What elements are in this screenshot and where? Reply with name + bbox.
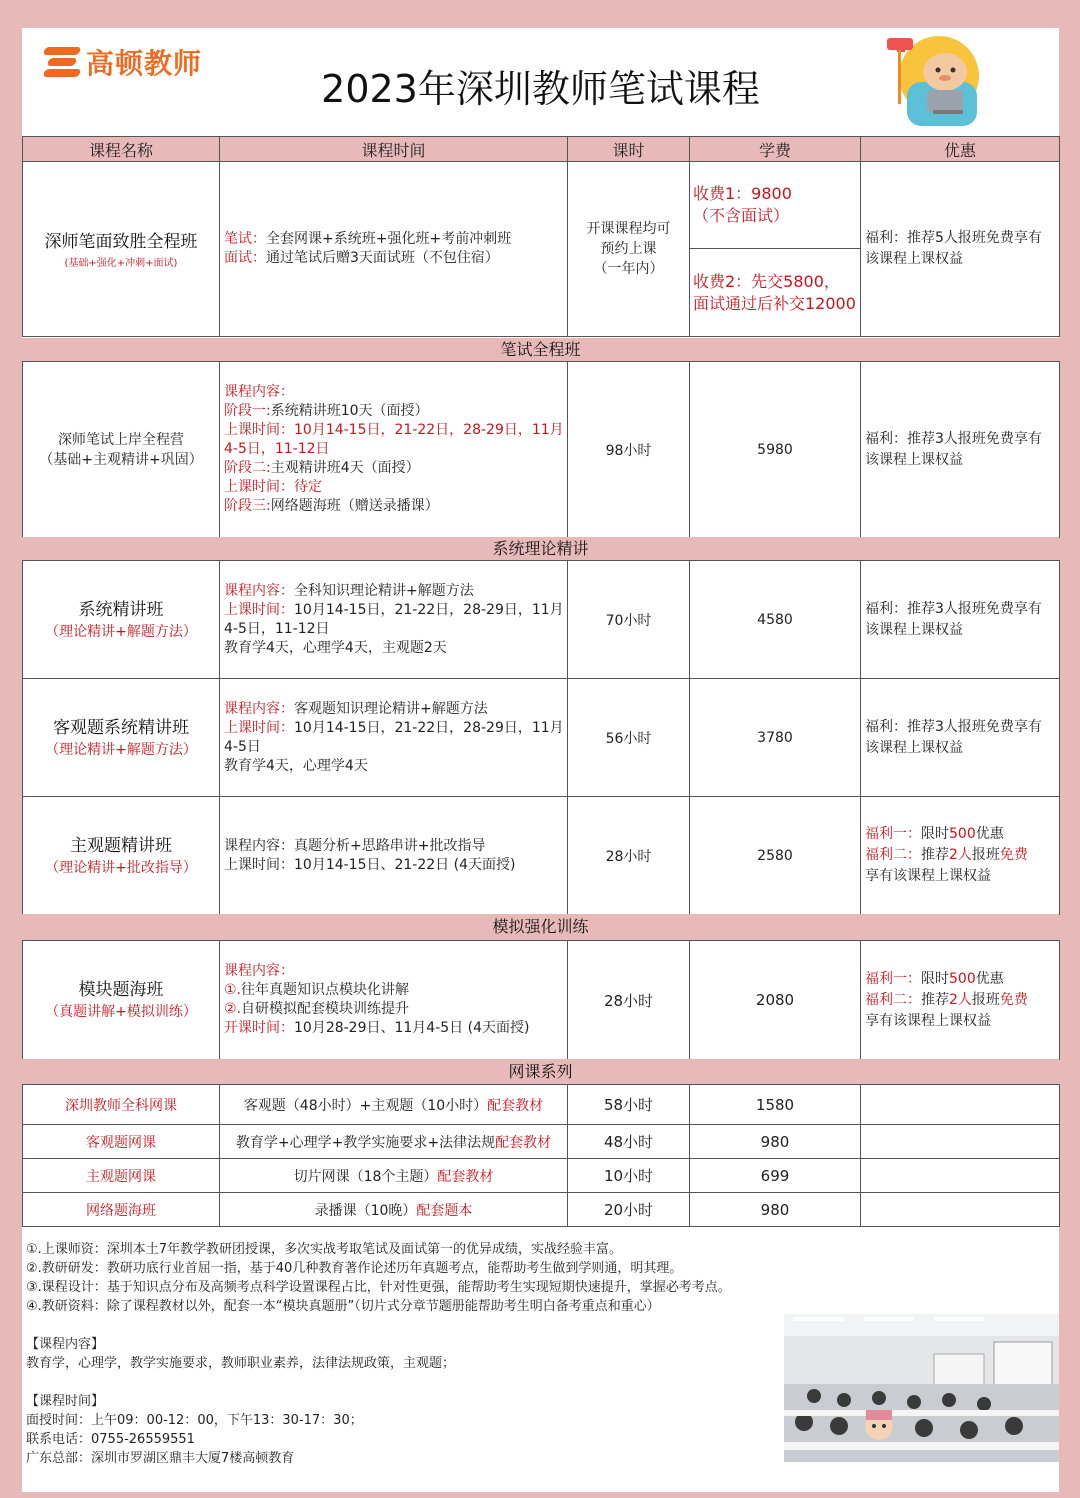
hours-cell: 98小时 — [568, 362, 690, 538]
discount-cell — [861, 1085, 1060, 1125]
discount-cell: 福利：推荐5人报班免费享有该课程上课权益 — [861, 162, 1060, 337]
course-name: 系统精讲班 — [78, 599, 164, 620]
discount-cell — [861, 797, 1060, 915]
course-name-cell — [23, 362, 220, 538]
online-course-desc: 客观题（48小时）+主观题（10小时） — [243, 1097, 488, 1114]
hours-cell: 48小时 — [568, 1125, 690, 1159]
discount-text: 免费 — [999, 847, 1028, 863]
time-label: 开课时间： — [224, 1020, 294, 1036]
time-text: 10月14-15日，21-22日，28-29日，11月4-5日 — [224, 719, 564, 755]
discount-label: 福利一： — [865, 970, 921, 987]
course-table — [22, 560, 1060, 915]
column-header: 课程时间 — [220, 137, 568, 162]
fee-cell — [690, 249, 861, 337]
online-course-tag: 配套教材 — [437, 1168, 494, 1185]
time-label: 上课时间： — [224, 719, 294, 736]
course-subtitle: （真题讲解+模拟训练） — [45, 1004, 197, 1020]
online-course-name: 深圳教师全科网课 — [23, 1085, 220, 1125]
mascot-illustration-icon — [867, 32, 992, 132]
time-text: 全套网课+系统班+强化班+考前冲刺班 — [266, 231, 512, 247]
discount-text: 报班 — [971, 847, 1000, 863]
section-header: 模拟强化训练 — [22, 914, 1059, 940]
fee-text: 面试通过后补交12000 — [693, 293, 856, 313]
notes-section — [22, 1240, 786, 1468]
course-subtitle: （基础+主观精讲+巩固） — [39, 451, 203, 468]
hours-cell: 10小时 — [568, 1159, 690, 1193]
time-label: 课程内容： — [224, 700, 294, 717]
note-line: ②.教研研发：教研功底行业首屈一指，基于40几种教育著作论述历年真题考点，能帮助考生做到学则通，明其理。 — [26, 1261, 683, 1276]
discount-cell — [861, 941, 1060, 1060]
course-time-cell — [220, 941, 568, 1060]
online-course-desc-cell — [220, 1125, 568, 1159]
discount-text: 限时 — [921, 826, 949, 842]
table-row — [23, 797, 1060, 915]
hours-cell: 28小时 — [568, 797, 690, 915]
online-course-desc: 教育学+心理学+教学实施要求+法律法规 — [235, 1134, 496, 1151]
online-course-desc: 录播课（10晚） — [314, 1202, 417, 1219]
time-text: 自研模拟配套模块训练提升 — [241, 1001, 410, 1017]
time-label: 课程内容： — [224, 384, 294, 400]
header — [22, 28, 1059, 136]
online-course-tag: 配套教材 — [487, 1097, 544, 1114]
fee-text: 收费1：9800 — [693, 184, 792, 203]
time-label: 课程内容： — [224, 963, 294, 979]
time-label: 阶段一: — [224, 403, 271, 419]
time-text: 面授时间：上午09：00-12：00，下午13：30-17：30； — [26, 1413, 363, 1428]
column-header: 课程名称 — [23, 137, 220, 162]
time-text: 教育学4天，心理学4天 — [224, 757, 368, 774]
main-course-table — [22, 136, 1060, 337]
time-text: 上课时间：待定 — [224, 479, 322, 495]
discount-label: 福利二： — [865, 991, 921, 1008]
time-label: 阶段三: — [224, 498, 271, 514]
phone-text: 联系电话：0755-26559551 — [26, 1432, 195, 1447]
discount-cell: 福利：推荐3人报班免费享有该课程上课权益 — [861, 679, 1060, 797]
logo-text: 高顿教师 — [86, 47, 203, 80]
course-name-cell — [23, 679, 220, 797]
time-label: 上课时间： — [224, 601, 294, 618]
discount-text: 优惠 — [975, 826, 1004, 842]
table-row — [23, 1159, 1060, 1193]
time-text: 上课时间：10月14-15日、21-22日 (4天面授) — [224, 856, 516, 873]
discount-cell — [861, 1159, 1060, 1193]
discount-text: 免费 — [999, 991, 1028, 1008]
table-row — [23, 1085, 1060, 1125]
column-header: 课时 — [568, 137, 690, 162]
discount-cell: 福利：推荐3人报班免费享有该课程上课权益 — [861, 362, 1060, 538]
discount-text: 500 — [949, 970, 976, 987]
course-name: 模块题海班 — [78, 980, 164, 1000]
time-text: 系统精讲班10天（面授） — [270, 403, 429, 419]
discount-text: 推荐 — [921, 991, 949, 1008]
course-time-cell — [220, 679, 568, 797]
fee-cell: 980 — [690, 1193, 861, 1227]
course-name: 客观题系统精讲班 — [53, 717, 189, 738]
table-row — [23, 1193, 1060, 1227]
fee-cell: 1580 — [690, 1085, 861, 1125]
hours-cell: 20小时 — [568, 1193, 690, 1227]
online-course-name: 主观题网课 — [23, 1159, 220, 1193]
table-row — [23, 941, 1060, 1060]
discount-text: 优惠 — [975, 970, 1004, 987]
course-subtitle: （理论精讲+批改指导） — [45, 859, 197, 876]
course-name-cell — [23, 561, 220, 679]
course-sheet — [22, 28, 1059, 1492]
online-course-tag: 配套题本 — [416, 1202, 473, 1219]
discount-text: 推荐 — [921, 847, 949, 863]
course-name-cell — [23, 162, 220, 337]
discount-text: 享有该课程上课权益 — [865, 1012, 991, 1029]
fee-cell: 3780 — [690, 679, 861, 797]
time-text: 全科知识理论精讲+解题方法 — [294, 582, 474, 599]
column-header-row — [23, 137, 1060, 162]
fee-cell: 2080 — [690, 941, 861, 1060]
discount-text: 报班 — [971, 991, 1000, 1008]
hours-text: （一年内） — [593, 261, 664, 277]
online-course-desc: 切片网课（18个主题） — [293, 1168, 438, 1185]
fee-cell — [690, 162, 861, 249]
hours-text: 预约上课 — [600, 241, 657, 257]
section-header: 笔试全程班 — [22, 338, 1059, 361]
section-header: 网课系列 — [22, 1059, 1059, 1084]
course-table — [22, 940, 1060, 1060]
fee-cell: 2580 — [690, 797, 861, 915]
time-label: 笔试： — [224, 231, 266, 247]
discount-cell — [861, 1193, 1060, 1227]
table-row — [23, 162, 1060, 249]
fee-cell: 5980 — [690, 362, 861, 538]
online-course-tag: 配套教材 — [495, 1134, 552, 1151]
note-line: ③.课程设计：基于知识点分布及高频考点科学设置课程占比，针对性更强，能帮助考生实现短期快速提升，掌握必考考点。 — [26, 1280, 731, 1295]
time-label: 课程内容： — [224, 582, 294, 599]
discount-text: 2人 — [949, 991, 972, 1008]
online-course-name: 客观题网课 — [23, 1125, 220, 1159]
course-name: 深师笔面致胜全程班 — [44, 231, 198, 252]
course-subtitle: (基础+强化+冲刺+面试) — [64, 257, 178, 269]
course-time-cell — [220, 162, 568, 337]
note-line: ①.上课师资：深圳本土7年教学教研团授课，多次实战考取笔试及面试第一的优异成绩，实战经验丰富。 — [26, 1242, 623, 1257]
discount-label: 福利一： — [865, 826, 921, 842]
time-text: 网络题海班（赠送录播课） — [270, 498, 439, 514]
course-table — [22, 361, 1060, 538]
hours-cell: 56小时 — [568, 679, 690, 797]
online-course-table — [22, 1084, 1060, 1227]
hours-cell: 58小时 — [568, 1085, 690, 1125]
course-subtitle: （理论精讲+解题方法） — [45, 623, 197, 640]
online-course-desc-cell — [220, 1085, 568, 1125]
time-label: 阶段二: — [224, 460, 271, 476]
discount-text: 享有该课程上课权益 — [865, 868, 991, 884]
time-text: 通过笔试后赠3天面试班（不包住宿） — [266, 250, 499, 266]
discount-cell: 福利：推荐3人报班免费享有该课程上课权益 — [861, 561, 1060, 679]
hours-cell: 28小时 — [568, 941, 690, 1060]
time-heading: 【课程时间】 — [26, 1394, 105, 1409]
table-row — [23, 362, 1060, 538]
fee-cell: 980 — [690, 1125, 861, 1159]
discount-text: 2人 — [949, 847, 972, 863]
discount-cell — [861, 1125, 1060, 1159]
fee-cell: 699 — [690, 1159, 861, 1193]
time-text: 10月14-15日，21-22日，28-29日，11月4-5日，11-12日 — [224, 601, 564, 637]
column-header: 优惠 — [861, 137, 1060, 162]
address-text: 广东总部：深圳市罗湖区鼎丰大厦7楼高顿教育 — [26, 1451, 295, 1466]
time-text: 课程内容：真题分析+思路串讲+批改指导 — [224, 837, 486, 854]
time-text: 上课时间：10月14-15日，21-22日，28-29日，11月4-5日，11-12日 — [224, 422, 564, 457]
course-name-cell — [23, 797, 220, 915]
time-text: 10月28-29日、11月4-5日 (4天面授) — [294, 1020, 530, 1036]
section-header: 系统理论精讲 — [22, 537, 1059, 560]
online-course-desc-cell — [220, 1193, 568, 1227]
discount-label: 福利二： — [865, 847, 921, 863]
hours-cell: 70小时 — [568, 561, 690, 679]
column-header: 学费 — [690, 137, 861, 162]
time-text: 往年真题知识点模块化讲解 — [241, 982, 410, 998]
discount-text: 限时 — [921, 970, 949, 987]
online-course-name: 网络题海班 — [23, 1193, 220, 1227]
discount-text: 500 — [949, 826, 976, 842]
course-time-cell — [220, 797, 568, 915]
course-name: 主观题精讲班 — [70, 835, 172, 856]
fee-text: （不含面试） — [693, 206, 790, 225]
course-time-cell — [220, 561, 568, 679]
course-time-cell — [220, 362, 568, 538]
table-row — [23, 679, 1060, 797]
time-label: ②. — [224, 1001, 242, 1017]
classroom-photo — [784, 1314, 1059, 1462]
hours-cell — [568, 162, 690, 337]
fee-cell: 4580 — [690, 561, 861, 679]
course-name: 深师笔试上岸全程营 — [58, 431, 184, 448]
time-text: 教育学4天，心理学4天，主观题2天 — [224, 639, 447, 656]
table-row — [23, 1125, 1060, 1159]
course-subtitle: （理论精讲+解题方法） — [45, 741, 197, 758]
fee-text: 收费2：先交5800， — [693, 271, 840, 291]
time-label: 面试： — [224, 250, 266, 266]
course-name-cell — [23, 941, 220, 1060]
table-row — [23, 561, 1060, 679]
time-text: 主观精讲班4天（面授） — [270, 460, 420, 476]
page-title: 2023年深圳教师笔试课程 — [321, 67, 760, 111]
content-heading: 【课程内容】 — [26, 1337, 105, 1352]
hours-text: 开课课程均可 — [586, 221, 671, 237]
time-text: 客观题知识理论精讲+解题方法 — [294, 700, 488, 717]
note-line: ④.教研资料：除了课程教材以外，配套一本“模块真题册”（切片式分章节题册能帮助考生明白备考重点和重心） — [26, 1299, 660, 1314]
online-course-desc-cell — [220, 1159, 568, 1193]
time-label: ①. — [224, 982, 242, 998]
content-text: 教育学，心理学，教学实施要求，教师职业素养，法律法规政策，主观题； — [26, 1356, 456, 1371]
